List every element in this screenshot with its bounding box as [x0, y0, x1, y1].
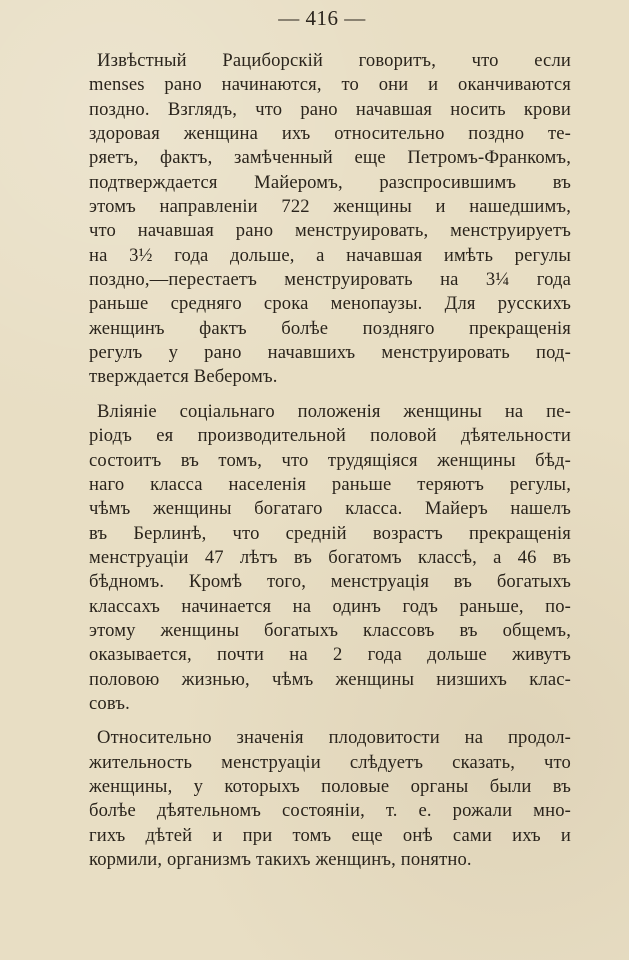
text-line: поздно,—перестаетъ менструировать на 3¼ года — [89, 269, 571, 291]
text-line: на 3½ года дольше, а начавшая имѣть регулы — [89, 244, 571, 266]
text-line: ряетъ, фактъ, замѣченный еще Петромъ-Франкомъ, — [89, 147, 571, 169]
text-line: женщинъ фактъ болѣе поздняго прекращенія — [89, 317, 571, 339]
text-line: половою жизнью, чѣмъ женщины низшихъ клас- — [89, 668, 571, 690]
paragraph-3-lines — [89, 726, 571, 872]
text-line: здоровая женщина ихъ относительно поздно те- — [89, 123, 571, 145]
text-line: болѣе дѣятельномъ состояніи, т. е. рожали мно- — [89, 800, 571, 822]
text-line: чѣмъ женщины богатаго класса. Майеръ нашелъ — [89, 498, 571, 520]
text-line: жительность менструаціи слѣдуетъ сказать, что — [89, 751, 571, 773]
text-line: состоитъ въ томъ, что трудящіяся женщины бѣд- — [89, 449, 571, 471]
text-line: кормили, организмъ такихъ женщинъ, понятно. — [89, 849, 472, 870]
text-line: менструаціи 47 лѣтъ въ богатомъ классѣ, а 46 въ — [89, 546, 571, 568]
paragraph-2-lines — [89, 400, 571, 716]
text-line: наго класса населенія раньше теряютъ регулы, — [89, 473, 571, 495]
text-line: регулъ у рано начавшихъ менструировать под- — [89, 342, 571, 364]
text-line: совъ. — [89, 692, 130, 714]
text-line: гихъ дѣтей и при томъ еще онѣ сами ихъ и — [89, 824, 571, 846]
text-line: поздно. Взглядъ, что рано начавшая носить крови — [89, 98, 571, 120]
text-line: Вліяніе соціальнаго положенія женщины на пе- — [97, 400, 571, 422]
text-line: этому женщины богатыхъ классовъ въ общемъ, — [89, 619, 571, 641]
text-line: menses рано начинаются, то они и оканчиваются — [89, 74, 571, 96]
text-line: Относительно значенія плодовитости на продол- — [97, 727, 571, 749]
page-number: — 416 — — [278, 6, 366, 30]
text-line: раньше средняго срока менопаузы. Для русскихъ — [89, 293, 571, 315]
text-line: женщины, у которыхъ половые органы были въ — [89, 775, 571, 797]
text-line: этомъ направленіи 722 женщины и нашедшимъ, — [89, 196, 571, 218]
text-line: тверждается Веберомъ. — [89, 366, 278, 388]
paragraph-3 — [89, 726, 571, 872]
text-line: оказывается, почти на 2 года дольше живутъ — [89, 644, 571, 666]
text-line: классахъ начинается на одинъ годъ раньше, по- — [89, 595, 571, 617]
paragraph-2 — [89, 400, 571, 716]
text-line: въ Берлинѣ, что средній возрастъ прекращенія — [89, 522, 571, 544]
paragraph-1 — [89, 49, 571, 390]
text-line: бѣдномъ. Кромѣ того, менструація въ богатыхъ — [89, 571, 571, 593]
text-line: ріодъ ея производительной половой дѣятельности — [89, 425, 571, 447]
paragraph-1-lines — [89, 49, 571, 390]
text-line: Извѣстный Рациборскій говоритъ, что если — [97, 50, 571, 71]
text-line: что начавшая рано менструировать, менструируетъ — [89, 220, 571, 242]
text-line: подтверждается Майеромъ, разспросившимъ въ — [89, 171, 571, 193]
